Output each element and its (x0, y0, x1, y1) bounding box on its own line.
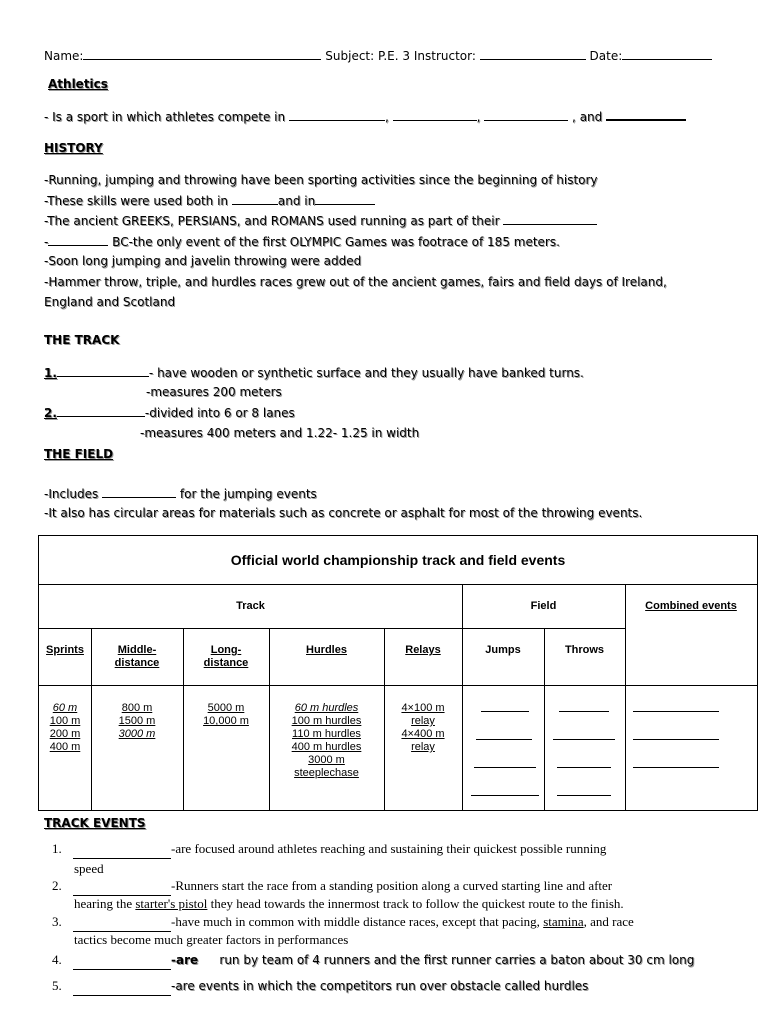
jumps-blank-3[interactable] (474, 767, 536, 768)
jumps-blank-2[interactable] (476, 739, 532, 740)
track-events-heading: TRACK EVENTS (44, 816, 146, 830)
name-label: Name: (44, 49, 84, 63)
blank-11[interactable] (102, 486, 176, 498)
long-distance-line-2: distance (203, 657, 249, 669)
throws-blank-1[interactable] (559, 711, 609, 712)
date-field[interactable] (622, 48, 712, 60)
field-header: Field (530, 600, 557, 612)
track-event-1-cont: speed (74, 861, 104, 876)
track-heading: THE TRACK (44, 333, 120, 347)
hurdles-header[interactable]: Hurdles (306, 644, 347, 656)
history-line-4 (44, 234, 560, 250)
instructor-field[interactable] (480, 48, 586, 60)
sprint-200m[interactable]: 200 m (49, 728, 81, 740)
hurdles-110m[interactable]: 110 m hurdles (292, 728, 361, 740)
intro-text: - Is a sport in which athletes compete in (44, 110, 286, 124)
blank-10[interactable] (57, 405, 145, 417)
middle-distance-header[interactable] (91, 644, 183, 670)
track-event-2 (52, 877, 612, 896)
sprints-header[interactable]: Sprints (46, 644, 84, 656)
track-event-5-blank[interactable] (73, 977, 171, 996)
history-line-7: England and Scotland (44, 295, 176, 309)
blank-8[interactable] (48, 234, 108, 246)
track-event-4 (52, 951, 694, 970)
relay-4x100[interactable]: 4×100 m (401, 702, 445, 714)
track-event-3-text-b: , and race (583, 914, 634, 929)
hurdles-100m[interactable]: 100 m hurdles (291, 715, 362, 727)
track-event-3-blank[interactable] (73, 913, 171, 932)
combined-blank-1[interactable] (633, 711, 719, 712)
relay-4x100-label[interactable]: relay (411, 715, 435, 727)
jumps-blank-1[interactable] (481, 711, 529, 712)
long-distance-list[interactable] (183, 702, 269, 728)
field-line-1 (44, 486, 317, 502)
history-line-4b: BC-the only event of the first OLYMPIC Games was footrace of 185 meters. (112, 235, 560, 249)
history-line-3 (44, 213, 597, 229)
history-line-2b: and in (277, 194, 316, 208)
track-item-2-num: 2. (44, 406, 57, 420)
track-item-2-text: -divided into 6 or 8 lanes (144, 406, 295, 420)
track-event-4-text-b: run by team of 4 runners and the first runner carries a baton about 30 cm long (219, 953, 695, 967)
track-item-1 (44, 365, 584, 381)
sprint-60m[interactable]: 60 m (52, 702, 78, 714)
relay-4x400[interactable]: 4×400 m (401, 728, 445, 740)
sprints-list[interactable] (39, 702, 91, 754)
steeplechase-3000m[interactable]: 3000 m (308, 754, 345, 766)
blank-3[interactable] (484, 109, 568, 121)
combined-blank-3[interactable] (633, 767, 719, 768)
combined-header[interactable]: Combined events (645, 600, 737, 612)
long-distance-line-1: Long- (210, 644, 242, 656)
middle-distance-line-2: distance (114, 657, 160, 669)
track-event-2-num: 2. (52, 878, 62, 893)
table-title: Official world championship track and field events (230, 552, 566, 568)
jumps-header: Jumps (485, 644, 521, 656)
throws-blank-3[interactable] (557, 767, 611, 768)
field-heading: THE FIELD (44, 447, 114, 461)
middle-800m[interactable]: 800 m (121, 702, 153, 714)
blank-4[interactable] (606, 108, 686, 121)
track-event-1 (52, 840, 606, 859)
track-header: Track (236, 600, 265, 612)
jumps-blank-4[interactable] (471, 795, 539, 796)
history-heading: HISTORY (44, 141, 103, 155)
events-table (38, 535, 758, 811)
blank-6[interactable] (315, 193, 375, 205)
track-item-2-sub: -measures 400 meters and 1.22- 1.25 in width (140, 426, 420, 440)
long-distance-header[interactable] (183, 644, 269, 670)
blank-5[interactable] (232, 193, 278, 205)
track-event-2-blank[interactable] (73, 877, 171, 896)
date-label: Date: (589, 49, 623, 63)
blank-9[interactable] (57, 365, 149, 377)
blank-2[interactable] (393, 109, 477, 121)
stamina-link[interactable]: stamina (543, 914, 584, 929)
throws-blank-2[interactable] (553, 739, 615, 740)
track-event-4-num: 4. (52, 952, 62, 967)
throws-header: Throws (564, 644, 605, 656)
hurdles-60m[interactable]: 60 m hurdles (294, 702, 359, 714)
field-line-1b: for the jumping events (179, 487, 317, 501)
history-line-4a: - (44, 235, 49, 249)
middle-1500m[interactable]: 1500 m (118, 715, 156, 727)
track-event-5-num: 5. (52, 978, 62, 993)
track-item-1-num: 1. (44, 366, 57, 380)
track-event-3-cont: tactics become much greater factors in performances (74, 932, 349, 947)
track-event-3 (52, 913, 634, 932)
hurdles-400m[interactable]: 400 m hurdles (291, 741, 362, 753)
throws-blank-4[interactable] (557, 795, 611, 796)
relays-list[interactable] (384, 702, 462, 754)
blank-1[interactable] (289, 109, 385, 121)
starters-pistol-link[interactable]: starter's pistol (135, 896, 208, 911)
header-line (44, 48, 712, 64)
track-event-4-text-a: -are (171, 953, 199, 967)
track-item-2 (44, 405, 295, 421)
history-line-1: -Running, jumping and throwing have been sporting activities since the beginning of history (44, 173, 598, 187)
middle-3000m[interactable]: 3000 m (118, 728, 156, 740)
steeplechase-label[interactable]: steeplechase (294, 767, 359, 779)
blank-7[interactable] (503, 213, 597, 225)
track-event-1-text: -are focused around athletes reaching and sustaining their quickest possible running (171, 841, 607, 856)
long-5000m[interactable]: 5000 m (207, 702, 245, 714)
track-event-2-cont (74, 895, 624, 913)
track-item-1-text: - have wooden or synthetic surface and they usually have banked turns. (148, 366, 584, 380)
name-field[interactable] (83, 48, 321, 60)
track-event-3-num: 3. (52, 914, 62, 929)
history-line-2 (44, 193, 375, 209)
relay-4x400-label[interactable]: relay (411, 741, 435, 753)
history-line-3-text: -The ancient GREEKS, PERSIANS, and ROMANS used running as part of their (44, 214, 500, 228)
subject-label: Subject: P.E. 3 Instructor: (325, 49, 476, 63)
long-10000m[interactable]: 10,000 m (203, 715, 249, 727)
hurdles-list[interactable] (269, 702, 384, 780)
track-event-5 (52, 977, 588, 996)
track-event-2-cont-b: they head towards the innermost track to follow the quickest route to the finish. (210, 896, 624, 911)
field-line-2: -It also has circular areas for materials such as concrete or asphalt for most of the throwing events. (44, 506, 643, 520)
track-event-2-text: -Runners start the race from a standing position along a curved starting line and after (171, 878, 613, 893)
history-line-6: -Hammer throw, triple, and hurdles races grew out of the ancient games, fairs and field days of Ireland, (44, 275, 667, 289)
athletics-heading: Athletics (48, 77, 108, 91)
track-item-1-sub: -measures 200 meters (146, 385, 282, 399)
sprint-100m[interactable]: 100 m (49, 715, 81, 727)
track-event-3-text-a: -have much in common with middle distance races, except that pacing, (171, 914, 540, 929)
track-event-2-cont-a: hearing the (74, 896, 133, 911)
history-line-5: -Soon long jumping and javelin throwing were added (44, 254, 362, 268)
history-line-2a: -These skills were used both in (44, 194, 229, 208)
relays-header[interactable]: Relays (405, 644, 441, 656)
track-event-4-blank[interactable] (73, 951, 171, 970)
track-event-1-blank[interactable] (73, 840, 171, 859)
athletics-intro: - Is a sport in which athletes compete in , , , and (44, 108, 686, 125)
combined-blank-2[interactable] (633, 739, 719, 740)
sprint-400m[interactable]: 400 m (49, 741, 81, 753)
track-event-1-num: 1. (52, 841, 62, 856)
middle-distance-line-1: Middle- (117, 644, 157, 656)
and-word: and (579, 110, 603, 124)
field-line-1a: -Includes (44, 487, 99, 501)
middle-distance-list[interactable] (91, 702, 183, 741)
track-event-5-text: -are events in which the competitors run over obstacle called hurdles (171, 979, 589, 993)
